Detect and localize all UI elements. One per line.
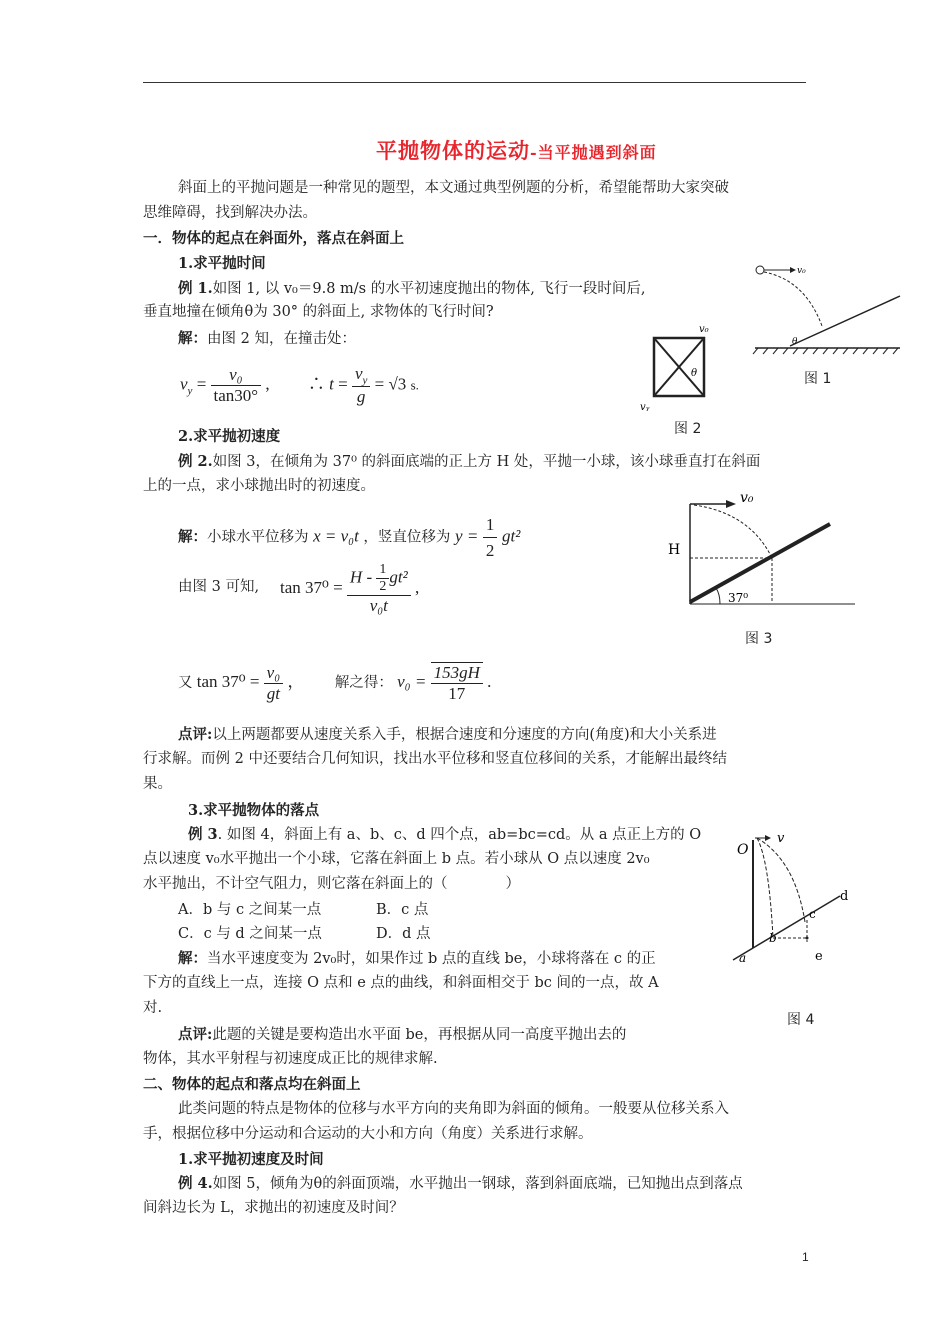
example-1-line-1: 例 1.如图 1, 以 v₀＝9.8 m/s 的水平初速度抛出的物体, 飞行一段时间后, (178, 280, 646, 297)
figure-3-caption: 图 3 (745, 631, 773, 647)
fig4-v: v (777, 831, 785, 846)
example-4-line-1: 例 4.如图 5，倾角为θ的斜面顶端，水平抛出一钢球，落到斜面底端，已知抛出点到落点 (178, 1175, 743, 1192)
comment-1-line-1: 点评:以上两题都要从速度关系入手，根据合速度和分速度的方向(角度)和大小关系进 (178, 726, 717, 743)
equation-2: tan 37⁰ = H - $\frac{1}{2}$ gt² v₀t , (280, 562, 420, 615)
page-number: 1 (802, 1250, 809, 1264)
equation-3: 又 tan 37⁰ = $\frac{\text{v₀}}{gt}$ ， 解之得： v₀ = $\frac{153gH}{17}$ . (178, 662, 492, 703)
figure-3 (660, 488, 860, 618)
example-2-line-2: 上的一点，求小球抛出时的初速度。 (143, 478, 375, 494)
section2-heading: 二、物体的起点和落点均在斜面上 (143, 1076, 361, 1093)
sub-heading-1: 1.求平抛时间 (178, 255, 266, 272)
figure-4-caption: 图 4 (787, 1012, 815, 1028)
comment-1-line-3: 果。 (143, 776, 172, 792)
solution-3-line-3: 对. (143, 1000, 163, 1016)
option-b: B．c 点 (376, 902, 429, 918)
figure-2 (636, 318, 726, 418)
section1-heading: 一．物体的起点在斜面外，落点在斜面上 (143, 230, 404, 247)
comment-3-line-1: 点评:此题的关键是要构造出水平面 be，再根据从同一高度平抛出去的 (178, 1026, 627, 1043)
example-4-line-2: 间斜边长为 L，求抛出的初速度及时间？ (143, 1200, 404, 1216)
option-d: D．d 点 (376, 926, 431, 942)
fig3-H: H (668, 542, 681, 558)
figure-2-caption: 图 2 (674, 421, 702, 437)
comment-1-line-2: 行求解。而例 2 中还要结合几何知识，找出水平位移和竖直位移间的关系，才能解出最终结 (143, 751, 727, 767)
example-3-line-1: 例 3. 如图 4，斜面上有 a、b、c、d 四个点，ab=bc=cd。从 a 点正上方的 O (188, 826, 702, 843)
example-1-line-2: 垂直地撞在倾角θ为 30° 的斜面上, 求物体的飞行时间? (143, 304, 494, 320)
solution-3-line-2: 下方的直线上一点，连接 O 点和 e 点的曲线，和斜面相交于 bc 间的一点，故 A (143, 975, 659, 991)
figure-4 (725, 820, 875, 970)
example-3-line-3: 水平抛出，不计空气阻力，则它落在斜面上的（ ） (143, 876, 520, 892)
intro-line-2: 思维障碍，找到解决办法。 (143, 205, 317, 221)
fig4-a: a (739, 951, 747, 965)
intro-line-1: 斜面上的平抛问题是一种常见的题型，本文通过典型例题的分析，希望能帮助大家突破 (178, 180, 729, 196)
fig2-vy: vᵧ (640, 402, 650, 413)
section2-sub-heading-1: 1.求平抛初速度及时间 (178, 1151, 324, 1168)
comment-3-line-2: 物体，其水平射程与初速度成正比的规律求解. (143, 1051, 438, 1067)
fig2-v0: v₀ (699, 324, 709, 335)
option-a: A．b 与 c 之间某一点 (178, 902, 322, 918)
figure-1 (750, 258, 910, 358)
figure-1-caption: 图 1 (804, 371, 832, 387)
fig1-v0-label: v₀ (797, 266, 806, 276)
fig4-b: b (769, 931, 777, 945)
fig4-d: d (840, 889, 849, 904)
section2-intro-1: 此类问题的特点是物体的位移与水平方向的夹角即为斜面的倾角。一般要从位移关系入 (178, 1101, 729, 1117)
option-c: C．c 与 d 之间某一点 (178, 926, 322, 942)
fig3-angle: 37⁰ (728, 591, 749, 605)
example-2-line-1: 例 2.如图 3，在倾角为 37⁰ 的斜面底端的正上方 H 处，平抛一小球，该小球垂直打在斜面 (178, 453, 761, 470)
fig1-theta: θ (792, 337, 798, 347)
fig4-O: O (737, 842, 749, 858)
fig3-v0: v₀ (740, 490, 754, 506)
solution-2: 解：小球水平位移为 x = v₀t ，竖直位移为 y = $\frac{1}{2}$ gt² (178, 512, 520, 563)
solution-1: 解：由图 2 知，在撞击处： (178, 330, 356, 347)
solution-3-line-1: 解：当水平速度变为 2v₀时，如果作过 b 点的直线 be，小球将落在 c 的正 (178, 950, 656, 967)
sub-heading-2: 2.求平抛初速度 (178, 428, 281, 445)
fig4-c: c (809, 907, 816, 921)
solution-2b-text: 由图 3 可知, (178, 579, 260, 595)
equation-1: $v_y$ = $\frac{\text{v₀}}{\tan 30^\circ}$ , ∴ t = $\frac{v_y}{g}$ = √3 s. (180, 364, 419, 407)
header-rule (143, 82, 806, 83)
fig2-theta: θ (691, 368, 698, 379)
page-title: 平抛物体的运动-当平抛遇到斜面 (376, 138, 657, 163)
fig4-e: e (815, 949, 823, 964)
sub-heading-3: 3.求平抛物体的落点 (188, 802, 320, 819)
example-3-line-2: 点以速度 v₀水平抛出一个小球，它落在斜面上 b 点。若小球从 O 点以速度 2v₀ (143, 851, 650, 867)
section2-intro-2: 手，根据位移中分运动和合运动的大小和方向（角度）关系进行求解。 (143, 1126, 593, 1142)
